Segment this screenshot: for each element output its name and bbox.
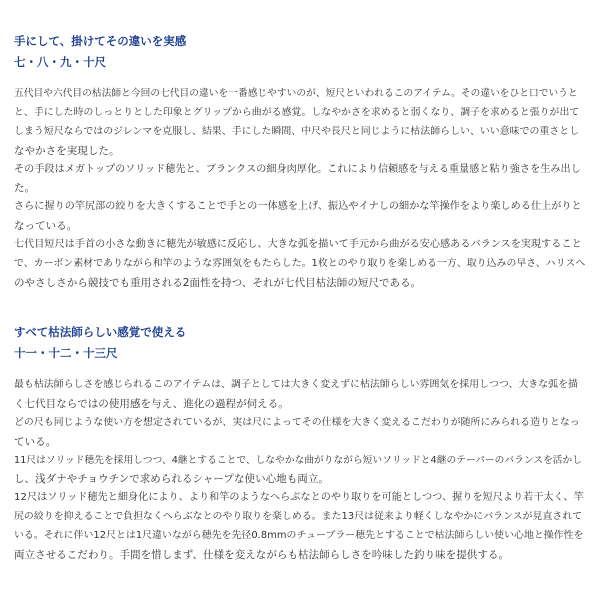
body-line: しまう短尺ならではのジレンマを克服し、結果、手にした瞬間、中尺や長尺と同じように枯法師らしい、いい意味での重さとし — [14, 125, 580, 137]
body-line: ている。 — [14, 435, 57, 448]
body-line: 両立させるこだわり。手間を惜しまず、仕様を変えながらも枯法師らしさを吟味した釣り味を提供する。 — [14, 549, 510, 562]
section-body — [14, 376, 588, 565]
body-line: 七代目短尺は手首の小さな動きに穂先が敏感に反応し、大きな弧を描いて手元から曲がる安心感あるバランスを実現すること — [14, 239, 582, 251]
body-line: なっている。 — [14, 220, 78, 233]
section-heading: すべて枯法師らしい感覚で使える — [14, 325, 187, 339]
section-heading: 手にして、掛けてその違いを実感 — [14, 34, 187, 48]
body-line: 12尺はソリッド穂先と細身化により、より和竿のようなへらぶなとのやり取りを可能としつつ、握りを短尺より若干太く、竿 — [14, 492, 584, 504]
body-line: で、カーボン素材でありながら和竿のような雰囲気をもたらした。1枚とのやり取りを楽しめる一方、取り込みの早さ、ハリスへ — [14, 258, 586, 270]
body-line: と、手にした時のしっとりとした印象とグリップから曲がる感覚。しなやかさを求めると弱くなり、調子を求めると張りが出て — [14, 106, 580, 118]
section-short-rods — [14, 34, 588, 293]
body-line: さらに握りの竿尻部の絞りを大きくすることで手との一体感を上げ、振込やイナしの細かな竿操作をより楽しめる仕上がりと — [14, 201, 582, 213]
body-line: いる。それに伴い12尺とは1尺違いながら穂先を先径0.8mmのチューブラー穂先とすることで枯法師らしい使い心地と操作性を — [14, 530, 584, 542]
body-line: どの尺も同じような使い方を想定されているが、実は尺によってその仕様を大きく変えるこだわりが随所にみられる造りとなっ — [14, 416, 580, 428]
rod-length-subheading: 七・八・九・十尺 — [14, 55, 106, 69]
body-line: し、浅ダナやチョウチンで求められるシャープな使い心地も両立。 — [14, 473, 329, 486]
section-mid-rods — [14, 325, 588, 565]
body-line: 最も枯法師らしさを感じられるこのアイテムは、調子としては大きく変えずに枯法師らしい雰囲気を採用しつつ、大きな弧を描 — [14, 379, 578, 390]
body-line: く七代目ならではの使用感を与え、進化の過程が伺える。 — [14, 397, 289, 410]
body-line: 11尺はソリッド穂先を採用しつつ、4継とすることで、しなやかな曲がりながら短いソリッドと4継のテーパーのバランスを活かし — [14, 454, 583, 466]
section-body — [14, 85, 588, 293]
rod-length-subheading: 十一・十二・十三尺 — [14, 346, 118, 360]
body-line: 五代目や六代目の枯法師と今回の七代目の違いを一番感じやすいのが、短尺といわれるこのアイテム。その違いをひと口でいうと — [14, 88, 578, 99]
body-line: その手段はメガトップのソリッド穂先と、ブランクスの細身肉厚化。これにより信頼感を与える重量感と粘り強さを生み出し — [14, 163, 581, 175]
body-line: のやさしさから競技でも重用される2面性を持つ、それが七代目枯法師の短尺である。 — [14, 276, 422, 289]
body-line: なやかさを実現した。 — [14, 144, 120, 157]
body-line: た。 — [14, 182, 36, 195]
body-line: 尻の絞りを抑えることで負担なくへらぶなとのやり取りを楽しめる。また13尺は従来より軽くしなやかにバランスが見直されて — [14, 511, 583, 523]
